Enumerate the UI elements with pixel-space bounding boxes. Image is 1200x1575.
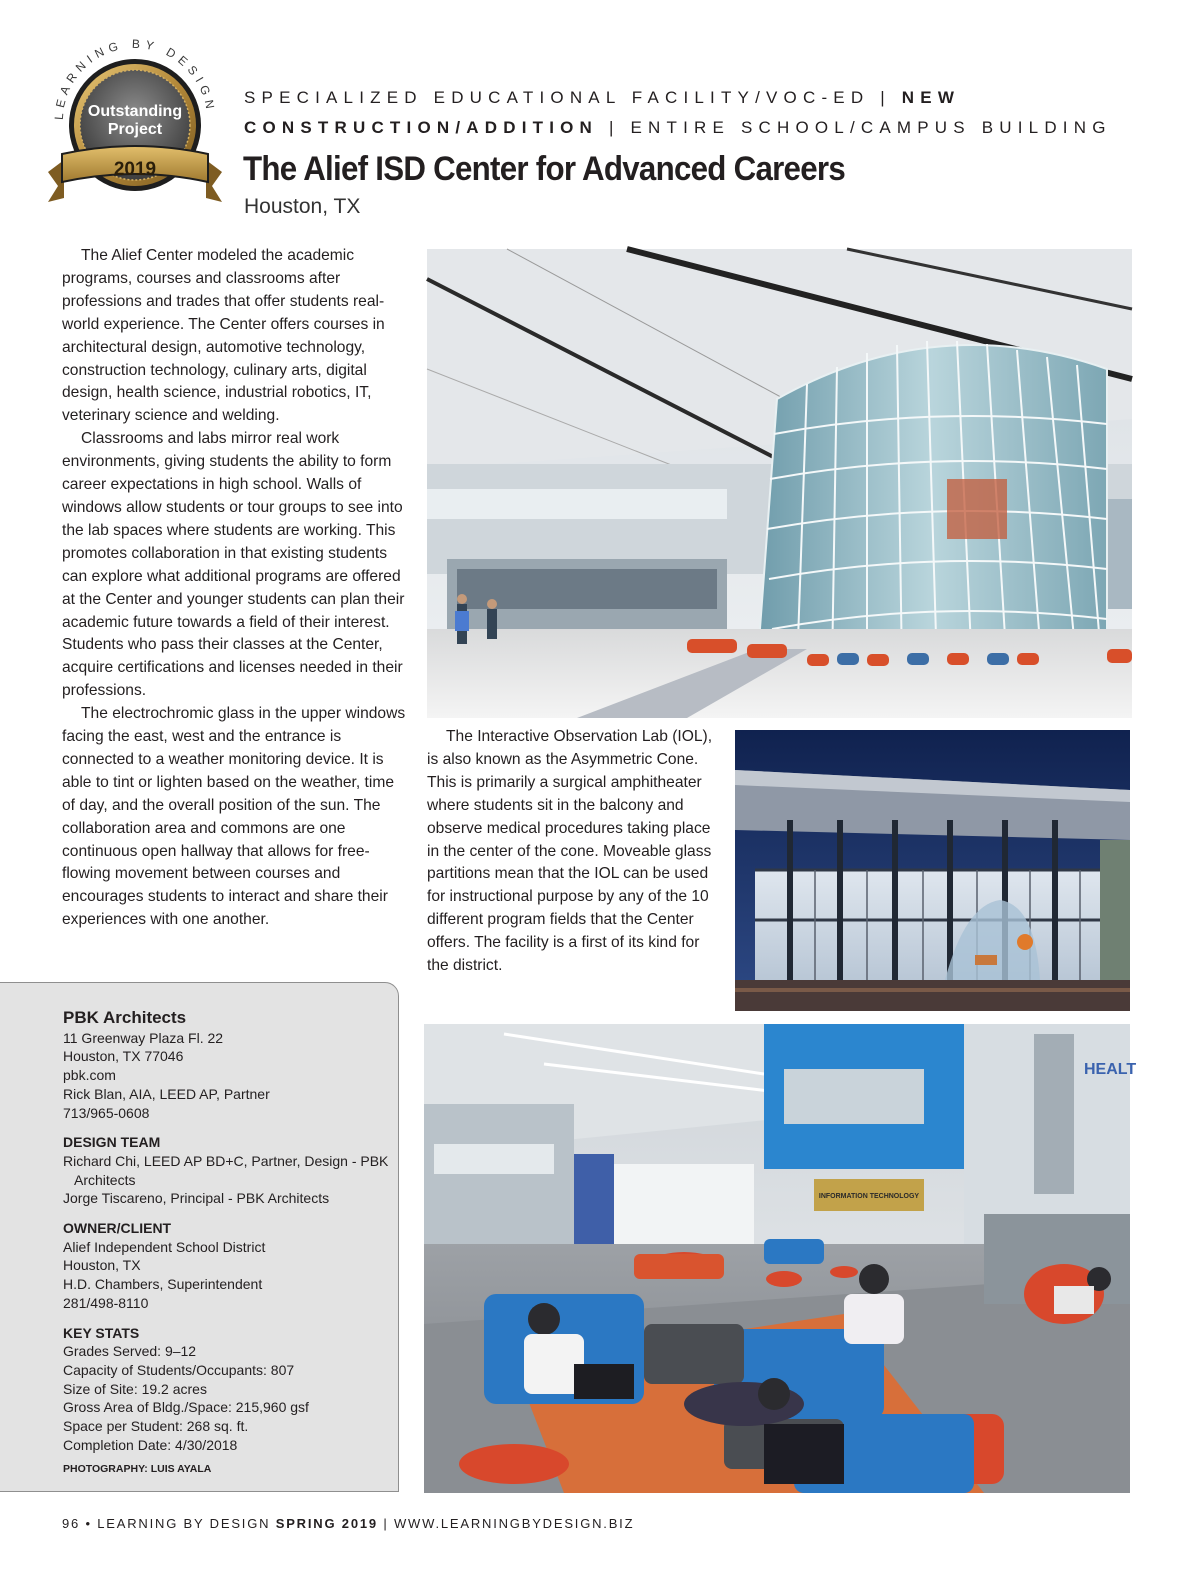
commons-lounge-photo (424, 1024, 1137, 1493)
photography-credit: PHOTOGRAPHY: LUIS AYALA (63, 1463, 212, 1476)
design-team-member-cont: Architects (74, 1171, 136, 1188)
body-paragraph: The Alief Center modeled the academic programs, courses and classrooms after professions and trades that offer students real-world experience. The Center offers courses in architectural design, automotive technology, construction technology, culinary arts, digital design, health science, industrial robotics, IT, veterinary science and welding. (62, 247, 385, 425)
owner-line: H.D. Chambers, Superintendent (63, 1276, 263, 1293)
category-1-bold: NEW (901, 88, 961, 107)
owner-line: Alief Independent School District (63, 1238, 266, 1255)
firm-website[interactable]: pbk.com (63, 1067, 116, 1084)
outstanding-project-2019-badge (40, 30, 230, 220)
atrium-glass-cone-photo (427, 249, 1132, 718)
stat-line: Capacity of Students/Occupants: 807 (63, 1361, 295, 1378)
badge-line1: Outstanding (87, 103, 183, 120)
badge-year: 2019 (113, 159, 157, 180)
body-paragraph: The electrochromic glass in the upper windows facing the east, west and the entrance is connected to a weather monitoring device. It is able to tint or lighten based on the weather, time of day, and the overall position of the sun. The collaboration area and commons are one continuous open hallway that allows for free-flowing movement between courses and encourages students to interact and share their experiences with one another. (62, 705, 406, 929)
firm-contact: Rick Blan, AIA, LEED AP, Partner (63, 1085, 270, 1102)
category-1-light: SPECIALIZED EDUCATIONAL FACILITY/VOC-ED | (244, 88, 902, 107)
category-line-2 (244, 118, 1112, 138)
page-number: 96 (62, 1516, 81, 1531)
article-location: Houston, TX (244, 195, 361, 218)
magazine-name: LEARNING BY DESIGN (97, 1516, 271, 1531)
magazine-url[interactable]: WWW.LEARNINGBYDESIGN.BIZ (393, 1516, 635, 1531)
design-team-member: Richard Chi, LEED AP BD+C, Partner, Design - PBK (63, 1152, 389, 1169)
stat-line: Size of Site: 19.2 acres (63, 1380, 207, 1397)
project-info-sidebar (0, 982, 399, 1492)
firm-address-line: 11 Greenway Plaza Fl. 22 (63, 1029, 224, 1046)
body-paragraph: Classrooms and labs mirror real work environments, giving students the ability to form career expectations in high school. Walls of windows allow students or tour groups to see into the lab spaces where students are working. This promotes collaboration in that existing students can explore what additional programs are offered at the Center and younger students can plan their academic future towards a field of their interest. Students who pass their classes at the Center, acquire certifications and licenses needed in their professions. (62, 430, 405, 700)
badge-line2: Project (107, 121, 163, 138)
stat-line: Completion Date: 4/30/2018 (63, 1436, 238, 1453)
firm-city-line: Houston, TX 77046 (63, 1048, 184, 1065)
stat-line: Grades Served: 9–12 (63, 1343, 197, 1360)
issue-name: SPRING 2019 (275, 1516, 378, 1531)
stat-line: Gross Area of Bldg./Space: 215,960 gsf (63, 1399, 309, 1416)
owner-heading: OWNER/CLIENT (63, 1220, 172, 1237)
category-2-light: | ENTIRE SCHOOL/CAMPUS BUILDING (598, 118, 1112, 137)
it-banner-text: INFORMATION TECHNOLOGY (818, 1193, 920, 1200)
firm-name: PBK Architects (63, 1008, 187, 1027)
category-line-1 (244, 88, 960, 108)
photo-caption (427, 726, 725, 978)
article-body (62, 245, 407, 932)
badge-arc-text: LEARNING BY DESIGN (51, 36, 218, 121)
owner-line: Houston, TX (63, 1257, 141, 1274)
caption-text: The Interactive Observation Lab (IOL), is also known as the Asymmetric Cone. This is primarily a surgical amphitheater where students sit in the balcony and observe medical procedures taking place in the center of the cone. Moveable glass partitions mean that the IOL can be used for instructional purpose by any of the 10 different program fields that the Center offers. The facility is a first of its kind for the district. (427, 728, 713, 975)
stat-line: Space per Student: 268 sq. ft. (63, 1418, 249, 1435)
design-team-heading: DESIGN TEAM (63, 1134, 161, 1151)
category-2-bold: CONSTRUCTION/ADDITION (244, 118, 599, 137)
exterior-night-photo (735, 730, 1130, 1011)
footer-separator: | (383, 1516, 389, 1531)
footer-bullet: • (85, 1516, 92, 1531)
page-footer (62, 1516, 634, 1531)
design-team-member: Jorge Tiscareno, Principal - PBK Architects (63, 1190, 330, 1207)
health-sign-text: HEALT (1084, 1061, 1137, 1078)
article-title: The Alief ISD Center for Advanced Careers (243, 150, 845, 188)
firm-phone: 713/965-0608 (63, 1104, 150, 1121)
owner-line: 281/498-8110 (63, 1294, 149, 1311)
key-stats-heading: KEY STATS (63, 1324, 140, 1341)
